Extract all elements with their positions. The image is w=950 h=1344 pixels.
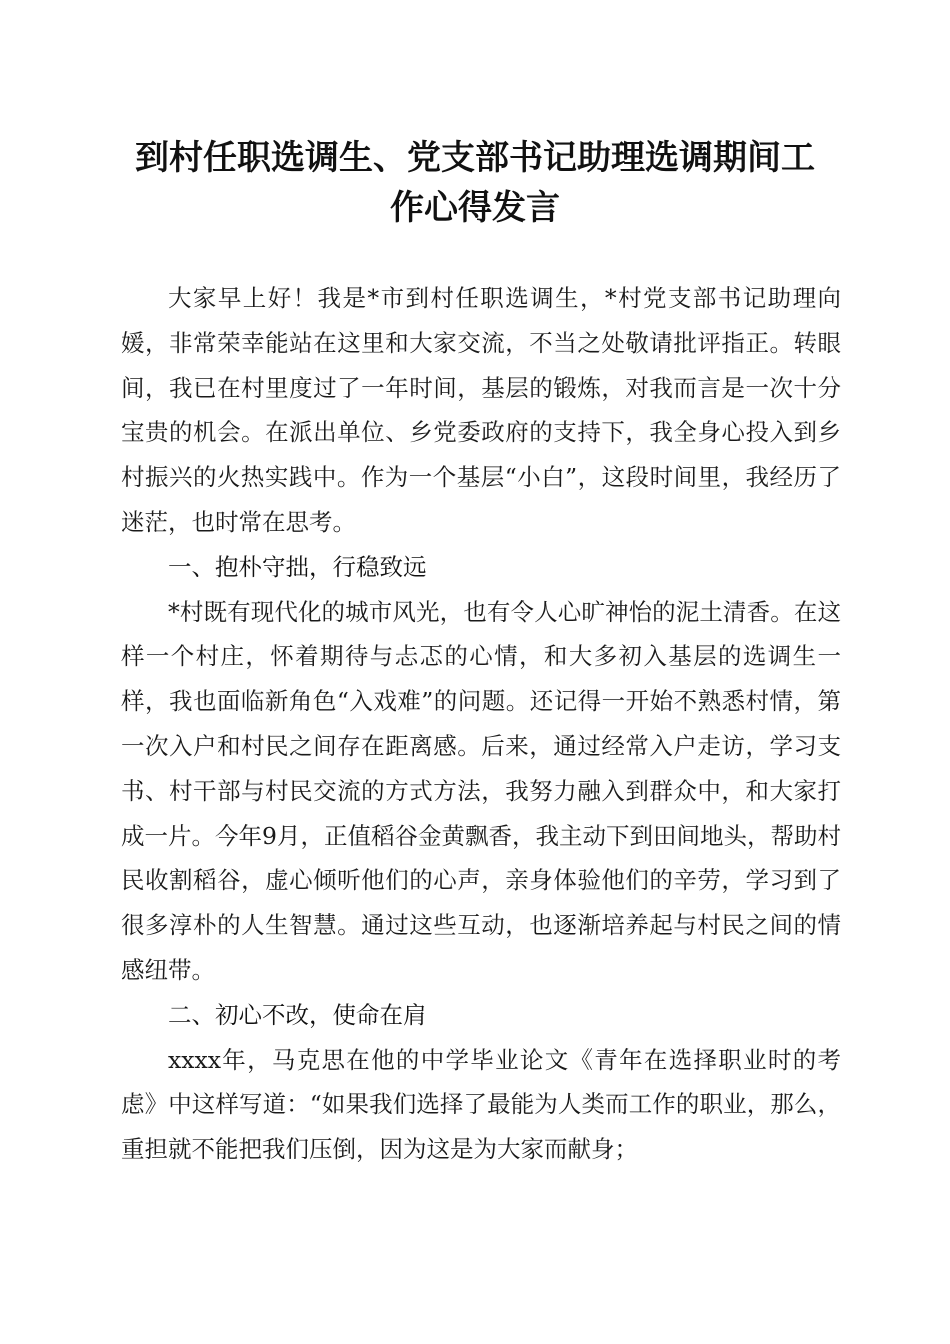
section-1-heading: 一、抱朴守拙，行稳致远 xyxy=(168,552,427,581)
document-body xyxy=(121,276,841,1172)
section-2-paragraph: xxxx年，马克思在他的中学毕业论文《青年在选择职业时的考虑》中这样写道：“如果我们选择了最能为人类而工作的职业，那么，重担就不能把我们压倒，因为这是为大家而献身； xyxy=(121,1045,841,1164)
section-1-paragraph: *村既有现代化的城市风光，也有令人心旷神怡的泥土清香。在这样一个村庄，怀着期待与忐忑的心情，和大多初入基层的选调生一样，我也面临新角色“入戏难”的问题。还记得一开始不熟悉村情，第一次入户和村民之间存在距离感。后来，通过经常入户走访，学习支书、村干部与村民交流的方式方法，我努力融入到群众中，和大家打成一片。今年9月，正值稻谷金黄飘香，我主动下到田间地头，帮助村民收割稻谷，虚心倾听他们的心声，亲身体验他们的辛劳，学习到了很多淳朴的人生智慧。通过这些互动，也逐渐培养起与村民之间的情感纽带。 xyxy=(121,597,841,984)
document-title xyxy=(110,133,840,233)
title-line-2: 作心得发言 xyxy=(390,188,560,228)
intro-paragraph: 大家早上好！我是*市到村任职选调生，*村党支部书记助理向媛，非常荣幸能站在这里和大家交流，不当之处敬请批评指正。转眼间，我已在村里度过了一年时间，基层的锻炼，对我而言是一次十分宝贵的机会。在派出单位、乡党委政府的支持下，我全身心投入到乡村振兴的火热实践中。作为一个基层“小白”，这段时间里，我经历了迷茫，也时常在思考。 xyxy=(121,284,841,536)
section-2-heading: 二、初心不改，使命在肩 xyxy=(168,1000,427,1029)
title-line-1: 到村任职选调生、党支部书记助理选调期间工 xyxy=(135,138,815,178)
